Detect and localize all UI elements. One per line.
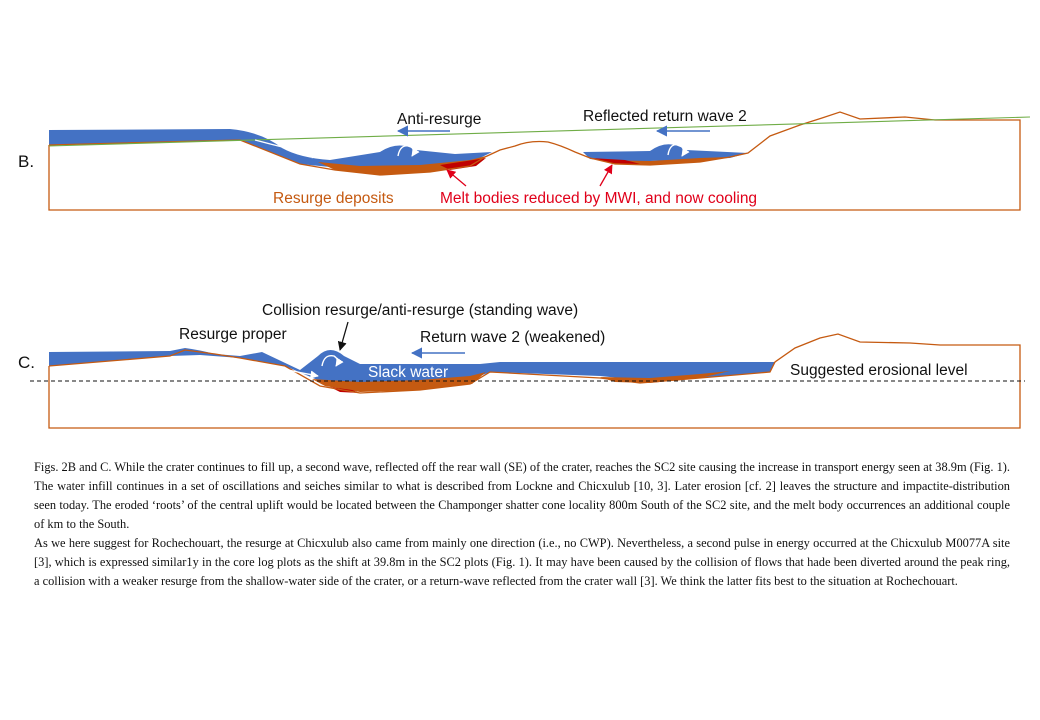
reflected-return-wave-label: Reflected return wave 2 bbox=[583, 108, 747, 125]
panel-c-collision-arrow bbox=[340, 322, 348, 350]
collision-label: Collision resurge/anti-resurge (standing wave) bbox=[262, 302, 579, 319]
slack-water-label: Slack water bbox=[368, 364, 449, 381]
caption-paragraph-2: As we here suggest for Rochechouart, the resurge at Chicxulub also came from mainly one direction (i.e., no CWP). Nevertheless, a second pulse in energy occurred at the Chicxulub M0077A site [3], which is expressed similar1y in the core log plots as the shift at 39.8m in the SC2 plots (Fig. 1). It may have been caused by the collision of flows that hade been diverted around the peak ring, a collision with a weaker resurge from the shallow-water side of the crater, or a return-wave reflected from the crater wall [3]. We think the latter fits best to the situation at Rochechouart. bbox=[34, 536, 1010, 588]
return-wave-label: Return wave 2 (weakened) bbox=[420, 329, 606, 346]
melt-bodies-label: Melt bodies reduced by MWI, and now cooling bbox=[440, 190, 758, 207]
anti-resurge-label: Anti-resurge bbox=[397, 111, 482, 128]
panel-c bbox=[18, 302, 1025, 428]
caption-paragraph-1: Figs. 2B and C. While the crater continues to fill up, a second wave, reflected off the rear wall (SE) of the crater, reaches the SC2 site causing the increase in transport energy seen at 38.9m (Fig. 1). The water infill continues in a set of oscillations and seiches similar to what is described from Lockne and Chicxulub [10, 3]. Later erosion [cf. 2] leaves the structure and impactite-distribution seen today. The eroded ‘roots’ of the central uplift would be located between the Champonger shatter cone locality 800m South of the SC2 site, and the melt body occurrences an additional couple of km to the South. bbox=[34, 460, 1010, 531]
erosional-level-label: Suggested erosional level bbox=[790, 362, 968, 379]
panel-b-label: B. bbox=[18, 152, 35, 171]
panel-b-melt-arrow-left bbox=[447, 170, 466, 186]
panel-b bbox=[18, 108, 1030, 210]
resurge-proper-label: Resurge proper bbox=[179, 326, 287, 343]
figure-caption bbox=[34, 458, 1010, 591]
resurge-deposits-label: Resurge deposits bbox=[273, 190, 394, 207]
panel-b-melt-arrow-right bbox=[600, 165, 612, 186]
panel-c-label: C. bbox=[18, 353, 35, 372]
